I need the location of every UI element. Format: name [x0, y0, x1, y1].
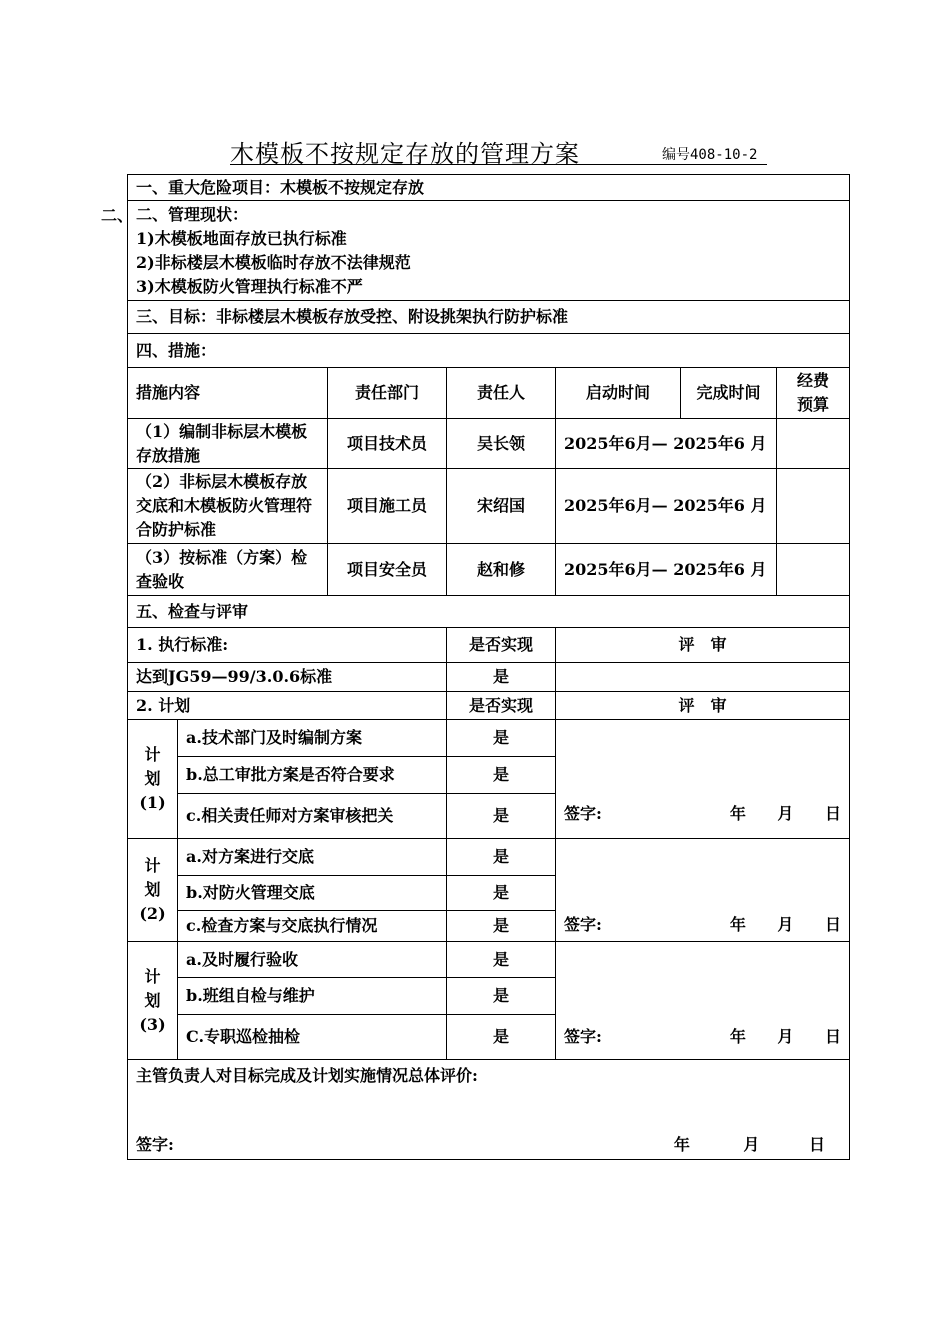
plan-item: b.对防火管理交底 [178, 876, 447, 911]
month-label: 月 [777, 1027, 794, 1046]
measure-budget [777, 419, 850, 469]
plan-1-review [556, 720, 850, 839]
plan-item-result: 是 [447, 839, 556, 876]
month-label: 月 [777, 804, 794, 823]
year-label: 年 [729, 915, 746, 934]
document-number: 编号408-10-2 [662, 147, 758, 163]
plan-label-char: 划 [144, 769, 161, 788]
std-review [556, 663, 850, 692]
section2-heading: 二、管理现状： [136, 204, 249, 224]
achieved-header: 是否实现 [447, 692, 556, 720]
management-plan-table [127, 174, 850, 1160]
achieved-header: 是否实现 [447, 628, 556, 663]
plan-item-result: 是 [447, 757, 556, 794]
measure-person: 赵和修 [447, 544, 556, 596]
sign-date [704, 913, 841, 937]
plan-item-result: 是 [447, 942, 556, 978]
day-label: 日 [825, 804, 842, 823]
plan-item-result: 是 [447, 1015, 556, 1060]
review-header: 评 审 [556, 628, 850, 663]
sign-date [674, 1133, 825, 1157]
day-label: 日 [825, 915, 842, 934]
col-header-end: 完成时间 [681, 368, 777, 419]
plan-label-char: 计 [144, 856, 161, 875]
measure-dept: 项目技术员 [328, 419, 447, 469]
plan-2-label [128, 839, 178, 942]
section3-row: 三、目标：非标楼层木模板存放受控、附设挑架执行防护标准 [128, 301, 850, 334]
sign-label: 签字: [136, 1135, 174, 1154]
section2-item: 1)木模板地面存放已执行标准 [136, 228, 347, 248]
section2-item: 2)非标楼层木模板临时存放不法律规范 [136, 252, 411, 272]
plan-item-result: 是 [447, 720, 556, 757]
col-header-person-label: 责任人 [476, 383, 525, 402]
overall-evaluation [128, 1060, 850, 1160]
plan-item-result: 是 [447, 978, 556, 1015]
plan-item: b.总工审批方案是否符合要求 [178, 757, 447, 794]
overall-label: 主管负责人对目标完成及计划实施情况总体评价: [136, 1066, 478, 1085]
page-title: 木模板不按规定存放的管理方案 [230, 140, 580, 168]
sign-label: 签字: [564, 915, 602, 934]
std-result: 是 [447, 663, 556, 692]
plan-item: C.专职巡检抽检 [178, 1015, 447, 1060]
month-label: 月 [743, 1135, 760, 1154]
measure-person: 吴长领 [447, 419, 556, 469]
section1-row: 一、重大危险项目：木模板不按规定存放 [128, 175, 850, 201]
plan-2-review [556, 839, 850, 942]
std-text: 达到JG59—99/3.0.6标准 [128, 663, 447, 692]
col-header-content: 措施内容 [128, 368, 328, 419]
day-label: 日 [809, 1135, 826, 1154]
measure-content: （1）编制非标层木模板存放措施 [128, 419, 328, 469]
plan-3-review [556, 942, 850, 1060]
title-block [230, 134, 770, 168]
col-header-dept: 责任部门 [328, 368, 447, 419]
sign-date [704, 802, 841, 826]
plan-1-label [128, 720, 178, 839]
measure-person: 宋绍国 [447, 469, 556, 544]
review-header: 评 审 [556, 692, 850, 720]
signature-line [564, 913, 841, 937]
col-header-person [447, 368, 556, 419]
year-label: 年 [673, 1135, 690, 1154]
plan-3-label [128, 942, 178, 1060]
measure-content: （2）非标层木模板存放交底和木模板防火管理符合防护标准 [128, 469, 328, 544]
plan-label-char: 计 [144, 745, 161, 764]
signature-line [564, 802, 841, 826]
plan-item: b.班组自检与维护 [178, 978, 447, 1015]
plan-item: a.对方案进行交底 [178, 839, 447, 876]
std-label: 1. 执行标准: [128, 628, 447, 663]
measure-time: 2025年6月— 2025年6 月 [556, 419, 777, 469]
measure-budget [777, 469, 850, 544]
plan-item-result: 是 [447, 876, 556, 911]
measure-budget [777, 544, 850, 596]
overall-signature-line [136, 1133, 825, 1157]
plan-label-char: 计 [144, 966, 161, 986]
plan-label-num: (1) [139, 793, 166, 812]
section2-item: 3)木模板防火管理执行标准不严 [136, 276, 363, 296]
plan-label-num: (2) [139, 904, 166, 923]
col-header-budget: 经费预算 [777, 368, 850, 419]
day-label: 日 [825, 1027, 842, 1046]
plan-label: 2. 计划 [128, 692, 447, 720]
measure-time: 2025年6月— 2025年6 月 [556, 469, 777, 544]
sign-label: 签字: [564, 804, 602, 823]
section4-heading: 四、措施： [128, 334, 850, 368]
plan-item: c.检查方案与交底执行情况 [178, 911, 447, 942]
section5-heading: 五、检查与评审 [128, 596, 850, 628]
plan-item: a.技术部门及时编制方案 [178, 720, 447, 757]
year-label: 年 [729, 804, 746, 823]
measure-dept: 项目施工员 [328, 469, 447, 544]
section2-cell [128, 201, 850, 301]
measure-dept: 项目安全员 [328, 544, 447, 596]
plan-label-char: 划 [144, 880, 161, 899]
year-label: 年 [729, 1027, 746, 1046]
plan-item-result: 是 [447, 794, 556, 839]
sign-label: 签字: [564, 1027, 602, 1046]
plan-label-num: (3) [139, 1014, 166, 1034]
stray-margin-text: 二、 [101, 206, 134, 225]
plan-label-char: 划 [144, 990, 161, 1010]
signature-line [564, 1025, 841, 1049]
sign-date [704, 1025, 841, 1049]
col-header-start: 启动时间 [556, 368, 681, 419]
plan-item-result: 是 [447, 911, 556, 942]
month-label: 月 [777, 915, 794, 934]
measure-time: 2025年6月— 2025年6 月 [556, 544, 777, 596]
measure-content: （3）按标准（方案）检查验收 [128, 544, 328, 596]
plan-item: a.及时履行验收 [178, 942, 447, 978]
plan-item: c.相关责任师对方案审核把关 [178, 794, 447, 839]
title-underline [230, 164, 767, 165]
